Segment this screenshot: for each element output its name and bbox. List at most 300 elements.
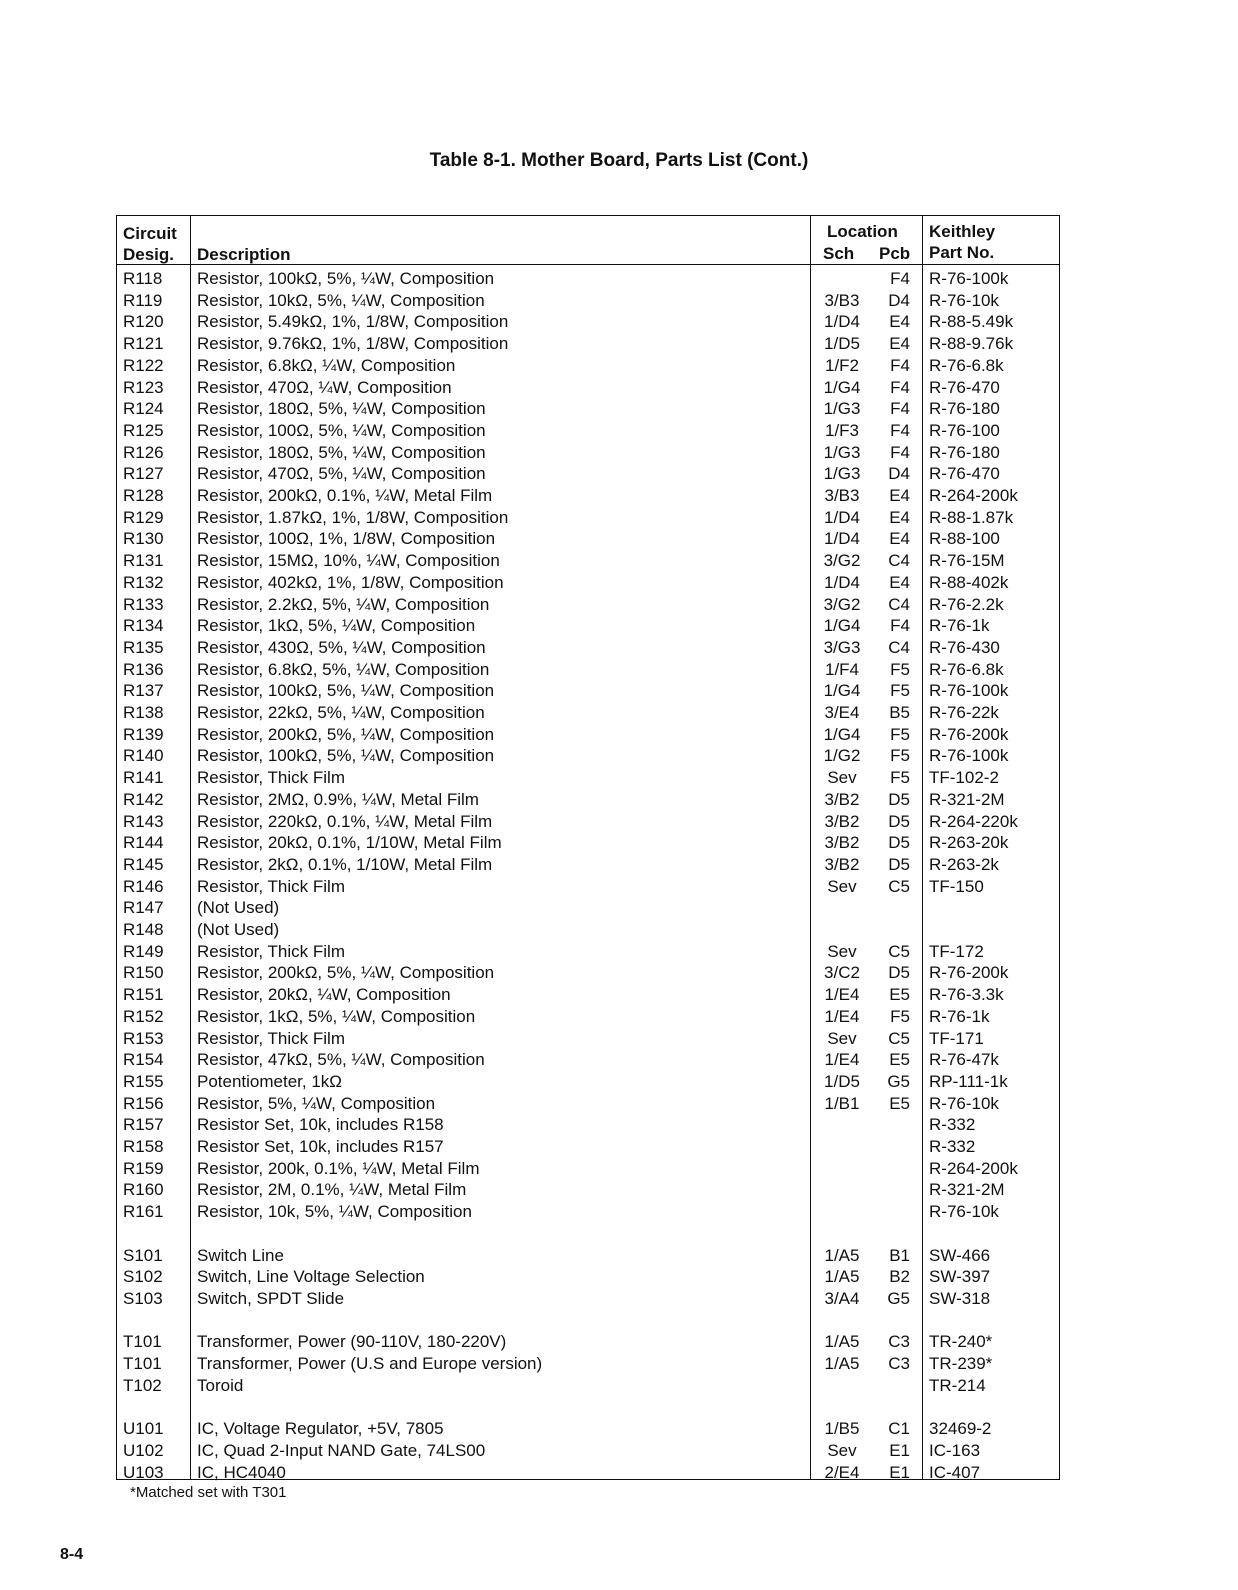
cell-sch: Sev bbox=[827, 1028, 857, 1048]
cell-circuit-desig: S103 bbox=[123, 1288, 163, 1308]
cell-part-no: R-76-22k bbox=[929, 703, 999, 722]
table-row bbox=[117, 789, 1061, 811]
cell-description: IC, Voltage Regulator, +5V, 7805 bbox=[197, 1419, 444, 1439]
cell-description: Switch, SPDT Slide bbox=[197, 1288, 345, 1308]
cell-description: (Not Used) bbox=[197, 898, 280, 918]
cell-description: Resistor, 10kΩ, 5%, ¼W, Composition bbox=[197, 290, 485, 310]
cell-description: Resistor, 470Ω, ¼W, Composition bbox=[197, 377, 452, 397]
cell-pcb: E4 bbox=[889, 507, 910, 527]
cell-sch: 1/F3 bbox=[824, 420, 860, 440]
header-keithley-line2: Part No. bbox=[929, 243, 995, 262]
cell-part-no: R-88-1.87k bbox=[929, 507, 1014, 527]
cell-circuit-desig: R148 bbox=[123, 920, 164, 939]
cell-circuit-desig: T101 bbox=[123, 1354, 162, 1373]
cell-circuit-desig: R138 bbox=[123, 703, 164, 722]
table-row bbox=[117, 1375, 1061, 1397]
cell-pcb: D5 bbox=[888, 963, 910, 983]
cell-circuit-desig: R150 bbox=[123, 963, 164, 983]
cell-pcb: E4 bbox=[889, 529, 910, 549]
cell-description: Resistor, 10k, 5%, ¼W, Composition bbox=[197, 1202, 472, 1222]
cell-pcb: E4 bbox=[889, 312, 910, 332]
cell-sch: 3/B2 bbox=[824, 854, 860, 874]
cell-sch: 1/G3 bbox=[823, 464, 861, 484]
cell-description: Resistor, 15MΩ, 10%, ¼W, Composition bbox=[197, 551, 500, 571]
cell-circuit-desig: R126 bbox=[123, 442, 164, 462]
table-row bbox=[117, 463, 1061, 485]
cell-part-no: R-321-2M bbox=[929, 1180, 1005, 1200]
cell-circuit-desig: R119 bbox=[123, 290, 163, 310]
cell-circuit-desig: R120 bbox=[123, 312, 164, 332]
cell-description: Resistor, 100Ω, 5%, ¼W, Composition bbox=[197, 420, 486, 440]
cell-part-no: IC-407 bbox=[929, 1462, 981, 1482]
cell-part-no: R-76-100k bbox=[929, 681, 1009, 701]
cell-description: Resistor, 6.8kΩ, 5%, ¼W, Composition bbox=[197, 659, 490, 679]
cell-description: Resistor, 9.76kΩ, 1%, 1/8W, Composition bbox=[197, 334, 509, 354]
cell-sch: 1/A5 bbox=[824, 1332, 860, 1352]
cell-description: Resistor, 100Ω, 1%, 1/8W, Composition bbox=[197, 529, 496, 549]
cell-part-no: TF-150 bbox=[929, 876, 984, 896]
cell-pcb: F4 bbox=[890, 355, 910, 375]
cell-sch: 1/D4 bbox=[824, 312, 860, 332]
cell-circuit-desig: R149 bbox=[123, 941, 164, 961]
cell-sch: 3/E4 bbox=[824, 703, 860, 722]
cell-sch: 3/A4 bbox=[824, 1288, 860, 1308]
cell-description: Resistor, 430Ω, 5%, ¼W, Composition bbox=[197, 637, 486, 657]
header-circuit-line1: Circuit bbox=[123, 224, 177, 243]
table-row bbox=[117, 1331, 1061, 1353]
cell-description: Transformer, Power (U.S and Europe version) bbox=[197, 1354, 543, 1373]
cell-circuit-desig: R132 bbox=[123, 572, 164, 592]
table-row bbox=[117, 702, 1061, 724]
cell-part-no: R-76-180 bbox=[929, 442, 1000, 462]
cell-sch: 3/B2 bbox=[824, 811, 860, 831]
table-title: Table 8-1. Mother Board, Parts List (Cont.) bbox=[429, 150, 809, 171]
cell-sch: 1/G3 bbox=[823, 399, 861, 419]
table-row bbox=[117, 897, 1061, 919]
cell-circuit-desig: R129 bbox=[123, 507, 164, 527]
cell-part-no: R-76-470 bbox=[929, 464, 1000, 484]
table-row bbox=[117, 528, 1061, 550]
cell-pcb: C5 bbox=[888, 1028, 910, 1048]
cell-circuit-desig: R118 bbox=[123, 269, 163, 288]
cell-pcb: F5 bbox=[890, 724, 910, 744]
cell-circuit-desig: U102 bbox=[123, 1440, 164, 1460]
table-row bbox=[117, 680, 1061, 702]
cell-part-no: R-76-100 bbox=[929, 420, 1000, 440]
cell-part-no: R-88-402k bbox=[929, 572, 1009, 592]
table-row bbox=[117, 377, 1061, 399]
cell-pcb: F5 bbox=[890, 659, 910, 679]
cell-part-no: RP-111-1k bbox=[929, 1071, 1008, 1091]
cell-description: Resistor, 180Ω, 5%, ¼W, Composition bbox=[197, 442, 486, 462]
cell-sch: 1/G2 bbox=[823, 746, 861, 766]
cell-pcb: C3 bbox=[888, 1332, 910, 1352]
cell-description: Transformer, Power (90-110V, 180-220V) bbox=[197, 1332, 507, 1352]
cell-sch: 1/G3 bbox=[823, 442, 861, 462]
cell-circuit-desig: R128 bbox=[123, 486, 164, 505]
table-row bbox=[117, 962, 1061, 984]
cell-description: Resistor, 100kΩ, 5%, ¼W, Composition bbox=[197, 681, 495, 701]
cell-part-no: 32469-2 bbox=[929, 1419, 992, 1439]
cell-pcb: D4 bbox=[888, 464, 910, 484]
cell-pcb: D5 bbox=[888, 833, 910, 853]
cell-circuit-desig: R159 bbox=[123, 1158, 164, 1178]
cell-sch: 3/G2 bbox=[823, 594, 861, 614]
cell-part-no: R-88-9.76k bbox=[929, 334, 1014, 354]
cell-pcb: C3 bbox=[888, 1354, 910, 1373]
table-row bbox=[117, 854, 1061, 876]
table-row bbox=[117, 333, 1061, 355]
cell-sch: 1/D4 bbox=[824, 572, 860, 592]
cell-pcb: F4 bbox=[890, 442, 910, 462]
cell-sch: 1/G4 bbox=[823, 616, 861, 636]
cell-circuit-desig: R160 bbox=[123, 1180, 164, 1200]
table-row bbox=[117, 572, 1061, 594]
table-row bbox=[117, 941, 1061, 963]
table-row bbox=[117, 1093, 1061, 1115]
table-row bbox=[117, 355, 1061, 377]
cell-sch: 1/E4 bbox=[824, 985, 860, 1005]
cell-sch: 1/E4 bbox=[824, 1050, 860, 1070]
cell-circuit-desig: R153 bbox=[123, 1028, 164, 1048]
cell-description: Resistor, Thick Film bbox=[197, 876, 345, 896]
cell-circuit-desig: R156 bbox=[123, 1093, 164, 1113]
table-row bbox=[117, 1006, 1061, 1028]
cell-circuit-desig: S102 bbox=[123, 1267, 163, 1287]
cell-part-no: R-321-2M bbox=[929, 789, 1005, 809]
cell-circuit-desig: R155 bbox=[123, 1071, 164, 1091]
cell-circuit-desig: R158 bbox=[123, 1137, 164, 1156]
cell-description: Resistor, 220kΩ, 0.1%, ¼W, Metal Film bbox=[197, 811, 493, 831]
cell-description: Resistor, 402kΩ, 1%, 1/8W, Composition bbox=[197, 572, 504, 592]
cell-circuit-desig: R130 bbox=[123, 529, 164, 549]
table-row bbox=[117, 485, 1061, 507]
cell-part-no: SW-466 bbox=[929, 1245, 991, 1265]
cell-description: Resistor, 2MΩ, 0.9%, ¼W, Metal Film bbox=[197, 789, 479, 809]
table-row bbox=[117, 1201, 1061, 1223]
cell-part-no: TR-239* bbox=[929, 1354, 993, 1373]
cell-sch: Sev bbox=[827, 876, 857, 896]
table-row bbox=[117, 659, 1061, 681]
cell-pcb: C4 bbox=[888, 551, 910, 571]
page-number: 8-4 bbox=[60, 1546, 84, 1563]
cell-circuit-desig: R135 bbox=[123, 637, 164, 657]
cell-pcb: F5 bbox=[890, 1006, 910, 1026]
cell-description: Resistor, 20kΩ, ¼W, Composition bbox=[197, 985, 451, 1005]
cell-part-no: R-76-180 bbox=[929, 399, 1000, 419]
cell-sch: 3/B2 bbox=[824, 789, 860, 809]
table-row bbox=[117, 1179, 1061, 1201]
cell-pcb: G5 bbox=[887, 1288, 910, 1308]
cell-circuit-desig: R143 bbox=[123, 811, 164, 831]
cell-part-no: R-332 bbox=[929, 1137, 976, 1156]
cell-description: Resistor, Thick Film bbox=[197, 1028, 345, 1048]
table-row bbox=[117, 767, 1061, 789]
cell-description: Resistor, 1kΩ, 5%, ¼W, Composition bbox=[197, 616, 476, 636]
table-row bbox=[117, 1071, 1061, 1093]
table-row bbox=[117, 1158, 1061, 1180]
cell-part-no: R-264-220k bbox=[929, 811, 1018, 831]
cell-sch: 1/D5 bbox=[824, 1071, 860, 1091]
cell-part-no: TR-240* bbox=[929, 1332, 993, 1352]
header-keithley-part-no bbox=[929, 221, 995, 263]
cell-sch: 1/B5 bbox=[824, 1419, 860, 1439]
cell-sch: 3/B3 bbox=[824, 486, 860, 505]
cell-part-no: R-76-10k bbox=[929, 1093, 999, 1113]
cell-part-no: TR-214 bbox=[929, 1375, 986, 1395]
cell-circuit-desig: U101 bbox=[123, 1419, 164, 1439]
cell-circuit-desig: R134 bbox=[123, 616, 164, 636]
cell-pcb: F5 bbox=[890, 746, 910, 766]
cell-description: Resistor Set, 10k, includes R158 bbox=[197, 1115, 444, 1135]
cell-part-no: R-76-100k bbox=[929, 746, 1009, 766]
cell-part-no: R-76-2.2k bbox=[929, 594, 1004, 614]
cell-description: Resistor, 200k, 0.1%, ¼W, Metal Film bbox=[197, 1158, 480, 1178]
cell-part-no: TF-102-2 bbox=[929, 768, 999, 788]
cell-circuit-desig: S101 bbox=[123, 1245, 163, 1265]
cell-circuit-desig: R141 bbox=[123, 768, 164, 788]
cell-sch: 1/G4 bbox=[823, 377, 861, 397]
cell-pcb: E4 bbox=[889, 572, 910, 592]
cell-sch: 1/A5 bbox=[824, 1354, 860, 1373]
cell-part-no: R-76-3.3k bbox=[929, 985, 1004, 1005]
cell-part-no: R-76-10k bbox=[929, 1202, 999, 1222]
cell-part-no: TF-172 bbox=[929, 941, 984, 961]
cell-pcb: F4 bbox=[890, 420, 910, 440]
cell-pcb: C5 bbox=[888, 876, 910, 896]
table-row bbox=[117, 420, 1061, 442]
cell-circuit-desig: T101 bbox=[123, 1332, 162, 1352]
cell-circuit-desig: T102 bbox=[123, 1375, 162, 1395]
cell-description: Resistor, 5%, ¼W, Composition bbox=[197, 1093, 436, 1113]
table-row bbox=[117, 311, 1061, 333]
cell-sch: Sev bbox=[827, 1440, 857, 1460]
cell-sch: 1/G4 bbox=[823, 681, 861, 701]
cell-sch: 1/G4 bbox=[823, 724, 861, 744]
cell-part-no: R-76-6.8k bbox=[929, 659, 1004, 679]
table-row bbox=[117, 594, 1061, 616]
cell-circuit-desig: R136 bbox=[123, 659, 164, 679]
header-description: Description bbox=[197, 245, 291, 264]
cell-sch: 3/G3 bbox=[823, 637, 861, 657]
cell-circuit-desig: R124 bbox=[123, 399, 164, 419]
cell-part-no: R-88-5.49k bbox=[929, 312, 1014, 332]
table-row bbox=[117, 1418, 1061, 1440]
cell-description: IC, HC4040 bbox=[197, 1462, 286, 1482]
cell-pcb: C5 bbox=[888, 941, 910, 961]
cell-sch: 1/D4 bbox=[824, 529, 860, 549]
table-row bbox=[117, 811, 1061, 833]
table-row bbox=[117, 1353, 1061, 1375]
cell-description: Resistor, Thick Film bbox=[197, 768, 345, 788]
cell-part-no: R-76-470 bbox=[929, 377, 1000, 397]
cell-pcb: F4 bbox=[890, 377, 910, 397]
cell-description: Potentiometer, 1kΩ bbox=[197, 1071, 343, 1091]
cell-description: Resistor, 20kΩ, 0.1%, 1/10W, Metal Film bbox=[197, 833, 502, 853]
cell-description: Resistor, 2kΩ, 0.1%, 1/10W, Metal Film bbox=[197, 854, 493, 874]
cell-description: Resistor, 2M, 0.1%, ¼W, Metal Film bbox=[197, 1180, 467, 1200]
cell-pcb: D4 bbox=[888, 290, 910, 310]
table-row bbox=[117, 1114, 1061, 1136]
cell-circuit-desig: R157 bbox=[123, 1115, 164, 1135]
cell-description: Resistor, 22kΩ, 5%, ¼W, Composition bbox=[197, 703, 485, 722]
cell-circuit-desig: R139 bbox=[123, 724, 164, 744]
cell-pcb: B2 bbox=[889, 1267, 910, 1287]
cell-pcb: E5 bbox=[889, 1050, 910, 1070]
cell-pcb: D5 bbox=[888, 854, 910, 874]
cell-circuit-desig: R154 bbox=[123, 1050, 164, 1070]
cell-description: Resistor, 47kΩ, 5%, ¼W, Composition bbox=[197, 1050, 485, 1070]
cell-pcb: C4 bbox=[888, 637, 910, 657]
table-row bbox=[117, 268, 1061, 290]
table-row bbox=[117, 1245, 1061, 1267]
cell-pcb: E4 bbox=[889, 334, 910, 354]
cell-pcb: D5 bbox=[888, 789, 910, 809]
cell-circuit-desig: R140 bbox=[123, 746, 164, 766]
cell-pcb: B5 bbox=[889, 703, 910, 722]
table-row bbox=[117, 1266, 1061, 1288]
cell-pcb: E1 bbox=[889, 1440, 910, 1460]
cell-circuit-desig: R137 bbox=[123, 681, 164, 701]
cell-circuit-desig: R147 bbox=[123, 898, 164, 918]
table-row bbox=[117, 1288, 1061, 1310]
cell-part-no: R-264-200k bbox=[929, 1158, 1018, 1178]
cell-sch: 1/A5 bbox=[824, 1245, 860, 1265]
cell-part-no: R-264-200k bbox=[929, 486, 1018, 505]
cell-pcb: D5 bbox=[888, 811, 910, 831]
cell-circuit-desig: R161 bbox=[123, 1202, 164, 1222]
cell-part-no: TF-171 bbox=[929, 1028, 984, 1048]
cell-part-no: R-88-100 bbox=[929, 529, 1000, 549]
header-circuit-line2: Desig. bbox=[123, 245, 175, 264]
cell-circuit-desig: R145 bbox=[123, 854, 164, 874]
cell-part-no: R-332 bbox=[929, 1115, 976, 1135]
cell-part-no: R-76-47k bbox=[929, 1050, 999, 1070]
cell-part-no: R-76-430 bbox=[929, 637, 1000, 657]
cell-sch: 1/F2 bbox=[824, 355, 860, 375]
cell-part-no: IC-163 bbox=[929, 1440, 981, 1460]
cell-circuit-desig: R131 bbox=[123, 551, 164, 571]
cell-pcb: E5 bbox=[889, 985, 910, 1005]
cell-part-no: R-76-1k bbox=[929, 616, 990, 636]
table-row bbox=[117, 1028, 1061, 1050]
table-row bbox=[117, 832, 1061, 854]
cell-part-no: R-76-10k bbox=[929, 290, 999, 310]
table-row bbox=[117, 507, 1061, 529]
header-pcb: Pcb bbox=[879, 244, 911, 263]
cell-pcb: F5 bbox=[890, 681, 910, 701]
cell-description: Resistor, 100kΩ, 5%, ¼W, Composition bbox=[197, 746, 495, 766]
cell-part-no: R-76-1k bbox=[929, 1006, 990, 1026]
cell-description: Resistor, 200kΩ, 5%, ¼W, Composition bbox=[197, 963, 495, 983]
cell-sch: 3/C2 bbox=[824, 963, 860, 983]
cell-description: Resistor, 1.87kΩ, 1%, 1/8W, Composition bbox=[197, 507, 509, 527]
header-location: Location bbox=[827, 222, 898, 241]
table-row bbox=[117, 637, 1061, 659]
cell-pcb: G5 bbox=[887, 1071, 910, 1091]
cell-description: Resistor, 470Ω, 5%, ¼W, Composition bbox=[197, 464, 486, 484]
cell-circuit-desig: R146 bbox=[123, 876, 164, 896]
cell-circuit-desig: R151 bbox=[123, 985, 164, 1005]
table-row bbox=[117, 1440, 1061, 1462]
cell-part-no: SW-318 bbox=[929, 1288, 991, 1308]
cell-sch: 1/D5 bbox=[824, 334, 860, 354]
cell-part-no: R-76-6.8k bbox=[929, 355, 1004, 375]
cell-sch: 1/A5 bbox=[824, 1267, 860, 1287]
cell-description: Resistor, Thick Film bbox=[197, 941, 345, 961]
cell-sch: 1/D4 bbox=[824, 507, 860, 527]
cell-description: Resistor, 1kΩ, 5%, ¼W, Composition bbox=[197, 1006, 476, 1026]
table-row bbox=[117, 745, 1061, 767]
table-row bbox=[117, 724, 1061, 746]
table-row bbox=[117, 290, 1061, 312]
cell-pcb: E5 bbox=[889, 1093, 910, 1113]
cell-pcb: F4 bbox=[890, 269, 910, 288]
cell-pcb: F4 bbox=[890, 399, 910, 419]
cell-description: IC, Quad 2-Input NAND Gate, 74LS00 bbox=[197, 1440, 486, 1460]
cell-circuit-desig: R125 bbox=[123, 420, 164, 440]
cell-sch: 3/B2 bbox=[824, 833, 860, 853]
cell-description: Switch, Line Voltage Selection bbox=[197, 1267, 425, 1287]
cell-sch: 3/G2 bbox=[823, 551, 861, 571]
cell-part-no: R-76-100k bbox=[929, 269, 1009, 288]
cell-sch: 1/F4 bbox=[824, 659, 860, 679]
table-row bbox=[117, 615, 1061, 637]
table-row bbox=[117, 984, 1061, 1006]
table-row bbox=[117, 442, 1061, 464]
cell-sch: Sev bbox=[827, 768, 857, 788]
table-row bbox=[117, 1049, 1061, 1071]
cell-description: Resistor, 100kΩ, 5%, ¼W, Composition bbox=[197, 269, 495, 288]
cell-description: Resistor, 2.2kΩ, 5%, ¼W, Composition bbox=[197, 594, 490, 614]
cell-circuit-desig: R133 bbox=[123, 594, 164, 614]
cell-description: Resistor, 5.49kΩ, 1%, 1/8W, Composition bbox=[197, 312, 509, 332]
table-row bbox=[117, 876, 1061, 898]
cell-pcb: C4 bbox=[888, 594, 910, 614]
header-keithley-line1: Keithley bbox=[929, 222, 996, 241]
cell-part-no: SW-397 bbox=[929, 1267, 991, 1287]
cell-pcb: F4 bbox=[890, 616, 910, 636]
cell-description: Toroid bbox=[197, 1375, 244, 1395]
table-row bbox=[117, 1136, 1061, 1158]
cell-pcb: E4 bbox=[889, 486, 910, 505]
header-sch: Sch bbox=[823, 244, 855, 263]
cell-circuit-desig: R121 bbox=[123, 334, 164, 354]
table-row bbox=[117, 1462, 1061, 1484]
cell-circuit-desig: R142 bbox=[123, 789, 164, 809]
cell-sch: Sev bbox=[827, 941, 857, 961]
cell-description: Resistor Set, 10k, includes R157 bbox=[197, 1137, 444, 1156]
cell-circuit-desig: U103 bbox=[123, 1462, 164, 1482]
cell-pcb: C1 bbox=[888, 1419, 910, 1439]
parts-table bbox=[116, 215, 1060, 1480]
cell-part-no: R-76-200k bbox=[929, 724, 1009, 744]
cell-description: Resistor, 200kΩ, 0.1%, ¼W, Metal Film bbox=[197, 486, 493, 505]
cell-pcb: F5 bbox=[890, 768, 910, 788]
header-circuit-desig bbox=[123, 223, 177, 265]
cell-circuit-desig: R123 bbox=[123, 377, 164, 397]
cell-part-no: R-76-200k bbox=[929, 963, 1009, 983]
cell-description: (Not Used) bbox=[197, 920, 280, 939]
cell-sch: 1/E4 bbox=[824, 1006, 860, 1026]
cell-description: Resistor, 180Ω, 5%, ¼W, Composition bbox=[197, 399, 486, 419]
cell-description: Resistor, 200kΩ, 5%, ¼W, Composition bbox=[197, 724, 495, 744]
cell-pcb: E1 bbox=[889, 1462, 910, 1482]
table-row bbox=[117, 550, 1061, 572]
cell-sch: 2/E4 bbox=[824, 1462, 860, 1482]
cell-circuit-desig: R127 bbox=[123, 464, 164, 484]
cell-sch: 1/B1 bbox=[824, 1093, 860, 1113]
